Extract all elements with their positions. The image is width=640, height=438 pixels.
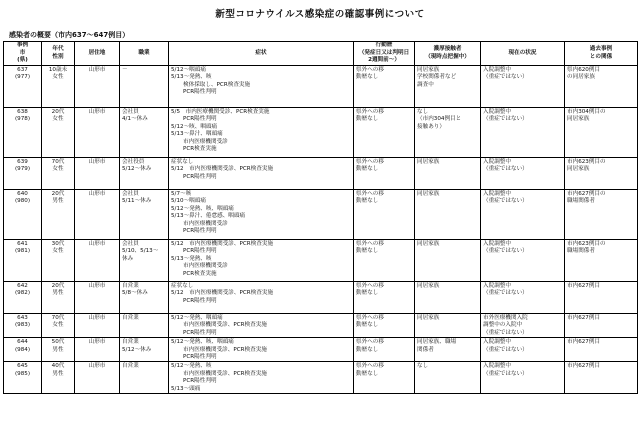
cell-status-line: （重症ではない） xyxy=(483,290,528,297)
cell-residence-line: 山形市 xyxy=(88,315,106,321)
cell-case-no-line: (983) xyxy=(14,322,31,329)
cell-movement xyxy=(354,66,415,108)
cell-relation-line: 市内627例目 xyxy=(567,363,601,370)
cell-contact-line: 接触あり） xyxy=(417,123,445,130)
cell-occupation xyxy=(120,108,169,158)
cell-movement-line: 県外への移 xyxy=(356,109,384,115)
cell-residence-line: 山形市 xyxy=(88,191,106,197)
cell-occupation-line: 5/8～休み xyxy=(122,290,148,297)
cell-symptoms xyxy=(169,108,354,158)
header-occupation xyxy=(120,42,169,66)
cell-movement-line: 県外への移 xyxy=(356,191,384,197)
cell-contact xyxy=(415,66,481,108)
cell-contact xyxy=(415,158,481,190)
cell-contact-line: 同居家族 xyxy=(417,191,440,197)
cell-relation xyxy=(565,240,638,282)
header-residence xyxy=(75,42,120,66)
cell-occupation xyxy=(120,314,169,338)
table-caption: 感染者の概要（市内637～647例目） xyxy=(9,31,130,39)
cell-case-no xyxy=(4,190,42,240)
header-row xyxy=(4,42,638,66)
cell-case-no xyxy=(4,338,42,362)
cell-status-line: （重症ではない） xyxy=(483,116,528,123)
cell-symptoms-line: 市内医療機関受診、PCR検査実施 xyxy=(183,322,267,329)
cell-relation-line: 同居家族 xyxy=(567,116,590,123)
cell-age-sex-line: 男性 xyxy=(52,370,64,377)
cell-movement-line: 県外への移 xyxy=(356,315,384,321)
cell-symptoms-line: 5/12 市内医療機関受診、PCR検査実施 xyxy=(171,290,274,297)
cell-status xyxy=(481,314,565,338)
cell-relation-line: 市内623例目の xyxy=(567,241,606,247)
cell-symptoms-line: PCR陽性判明 xyxy=(183,116,217,123)
cell-movement-line: 動歴なし xyxy=(356,248,379,255)
cell-symptoms-line: 5/13～鼻汁、倦怠感、咽頭痛 xyxy=(171,213,246,220)
header-movement xyxy=(354,42,415,66)
cell-case-no xyxy=(4,282,42,314)
cell-residence-line: 山形市 xyxy=(88,339,106,346)
cell-symptoms-line: 5/12～咽頭痛 xyxy=(171,67,206,73)
cell-residence xyxy=(75,338,120,362)
cell-contact-line: 同居家族 xyxy=(417,241,440,247)
cell-case-no xyxy=(4,314,42,338)
cell-age-sex-line: 20代 xyxy=(51,109,65,115)
cell-contact-line: なし xyxy=(417,109,429,115)
header-relation xyxy=(565,42,638,66)
cell-relation-line: 市内627例目 xyxy=(567,283,601,289)
cell-symptoms-line: 症状なし xyxy=(171,159,194,165)
header-label-line: 性別 xyxy=(52,53,64,60)
cell-movement xyxy=(354,282,415,314)
cell-occupation xyxy=(120,158,169,190)
cell-relation xyxy=(565,282,638,314)
cell-status xyxy=(481,240,565,282)
cell-age-sex-line: 女性 xyxy=(52,248,64,255)
cell-age-sex-line: 女性 xyxy=(52,74,64,81)
table-row xyxy=(4,190,638,240)
cell-case-no xyxy=(4,108,42,158)
cell-age-sex-line: 40代 xyxy=(51,363,65,370)
cell-relation xyxy=(565,158,638,190)
cell-occupation xyxy=(120,338,169,362)
cell-contact-line: 同居家族、職場 xyxy=(417,339,457,346)
cell-symptoms-line: PCR陽性判明 xyxy=(183,354,217,361)
cell-symptoms xyxy=(169,158,354,190)
cell-contact-line: 調査中 xyxy=(417,81,434,88)
cell-case-no-line: 638 xyxy=(17,109,28,115)
cell-movement xyxy=(354,190,415,240)
cell-relation xyxy=(565,314,638,338)
cell-status xyxy=(481,338,565,362)
header-label-line: 2週間前～） xyxy=(368,57,400,64)
cell-symptoms-line: 市内医療機関受診 xyxy=(183,263,228,270)
cell-status-line: 入院調整中 xyxy=(483,159,511,165)
header-label-line: (県) xyxy=(17,57,28,64)
cell-movement-line: 県外への移 xyxy=(356,283,384,289)
cell-occupation-line: 自営業 xyxy=(122,363,139,370)
cell-relation xyxy=(565,338,638,362)
cell-relation xyxy=(565,66,638,108)
header-contact xyxy=(415,42,481,66)
header-label-line: 居住地 xyxy=(88,49,106,56)
cell-status-line: （重症ではない） xyxy=(483,74,528,81)
cell-residence-line: 山形市 xyxy=(88,109,106,115)
cell-symptoms-line: PCR陽性判明 xyxy=(183,89,217,96)
cell-movement-line: 動歴なし xyxy=(356,290,379,297)
header-label-line: 職業 xyxy=(138,49,150,56)
cell-status-line: 市外医療機関入院 xyxy=(483,315,528,321)
cell-status-line: 入院調整中 xyxy=(483,241,511,247)
header-label-line: 濃厚接触者 xyxy=(433,46,462,53)
cell-case-no-line: (985) xyxy=(14,370,31,377)
table-row xyxy=(4,240,638,282)
cell-age-sex-line: 10歳未 xyxy=(48,67,68,73)
cell-symptoms-line: 5/12～発熱、咳 xyxy=(171,363,212,370)
cell-movement-line: 動歴なし xyxy=(356,370,379,377)
cell-symptoms-line: 5/12～咳、咽頭痛 xyxy=(171,123,218,130)
cell-status xyxy=(481,158,565,190)
cell-symptoms-line: 症状なし xyxy=(171,283,194,289)
cell-contact-line: （市内304例目と xyxy=(417,116,462,123)
cell-symptoms-line: 5/12～発熱、咳、咽頭痛 xyxy=(171,205,234,212)
cell-occupation-line: 会社員 xyxy=(122,109,139,115)
cell-age-sex xyxy=(42,108,75,158)
cell-case-no-line: (979) xyxy=(14,166,31,173)
header-label-line: 年代 xyxy=(52,46,64,53)
header-symptoms xyxy=(169,42,354,66)
table-row xyxy=(4,66,638,108)
cell-movement-line: 動歴なし xyxy=(356,116,379,123)
cell-status-line: 調整中の入院中 xyxy=(483,322,523,329)
cell-status xyxy=(481,282,565,314)
header-age-sex xyxy=(42,42,75,66)
cell-contact xyxy=(415,190,481,240)
cell-case-no-line: (982) xyxy=(14,290,31,297)
cell-age-sex xyxy=(42,66,75,108)
cell-residence xyxy=(75,282,120,314)
cell-relation xyxy=(565,108,638,158)
cell-relation-line: 市内627例目 xyxy=(567,339,601,346)
cell-relation-line: 市内627例目 xyxy=(567,315,601,321)
cell-status xyxy=(481,108,565,158)
document-title: 新型コロナウイルス感染症の確認事例について xyxy=(215,9,425,20)
cell-symptoms-line: PCR検査実施 xyxy=(183,146,217,153)
cell-contact xyxy=(415,338,481,362)
cell-occupation-line: 自営業 xyxy=(122,315,139,321)
cell-occupation-line: － xyxy=(122,67,128,73)
cell-symptoms-line: 市内医療機関受診、PCR検査実施 xyxy=(183,370,267,377)
cell-case-no-line: 641 xyxy=(17,241,28,247)
cell-contact-line: 同居家族 xyxy=(417,159,440,165)
cell-symptoms-line: 市内医療機関受診 xyxy=(183,220,228,227)
cell-occupation-line: 5/12～休み xyxy=(122,346,152,353)
cell-occupation xyxy=(120,66,169,108)
cell-contact-line: 関係者 xyxy=(417,346,434,353)
cell-symptoms-line: 5/13～鼻汁、咽頭痛 xyxy=(171,131,223,138)
cell-status-line: 入院調整中 xyxy=(483,363,511,370)
cell-contact xyxy=(415,314,481,338)
cell-residence xyxy=(75,108,120,158)
cell-age-sex-line: 30代 xyxy=(51,241,65,247)
cell-status-line: （重症ではない） xyxy=(483,198,528,205)
cell-residence-line: 山形市 xyxy=(88,363,106,370)
cell-residence-line: 山形市 xyxy=(88,241,106,247)
header-label-line: 過去事例 xyxy=(589,46,613,53)
cell-occupation-line: 5/11～休み xyxy=(122,198,152,205)
cell-case-no xyxy=(4,66,42,108)
cell-contact xyxy=(415,362,481,394)
cell-symptoms-line: PCR陽性判明 xyxy=(183,248,217,255)
cell-symptoms-line: 5/12～発熱、咽頭痛 xyxy=(171,315,223,321)
cell-symptoms-line: 市内医療機関受診、PCR検査実施 xyxy=(183,346,267,353)
cell-contact-line: なし xyxy=(417,363,429,370)
cell-symptoms xyxy=(169,66,354,108)
cell-case-no xyxy=(4,158,42,190)
cell-residence xyxy=(75,66,120,108)
cell-status-line: 入院調整中 xyxy=(483,339,511,346)
cell-relation-line: 県内620例目 xyxy=(567,67,601,73)
cell-relation-line: 職場関係者 xyxy=(567,248,595,255)
cell-occupation-line: 4/1～休み xyxy=(122,116,148,123)
cell-age-sex xyxy=(42,282,75,314)
table-row xyxy=(4,158,638,190)
cell-status xyxy=(481,66,565,108)
cell-status xyxy=(481,362,565,394)
cell-contact-line: 同居家族 xyxy=(417,67,440,73)
cell-status-line: （重症ではない） xyxy=(483,329,528,336)
cell-symptoms-line: PCR検査実施 xyxy=(183,270,217,277)
header-label-line: （発症日又は判明日 xyxy=(358,49,410,56)
cell-symptoms-line: 市内医療機関受診 xyxy=(183,138,228,145)
cell-symptoms-line: 5/13～発熱、咳 xyxy=(171,255,212,262)
cell-relation-line: の同居家族 xyxy=(567,74,595,81)
cell-status-line: 入院調整中 xyxy=(483,67,511,73)
cell-occupation-line: 会社員 xyxy=(122,191,139,197)
cell-movement-line: 動歴なし xyxy=(356,74,379,81)
cell-relation-line: 職場関係者 xyxy=(567,198,595,205)
cell-residence-line: 山形市 xyxy=(88,67,106,73)
cell-residence xyxy=(75,190,120,240)
cell-case-no-line: (977) xyxy=(14,74,31,81)
cell-status xyxy=(481,190,565,240)
cell-status-line: （重症ではない） xyxy=(483,248,528,255)
cell-symptoms xyxy=(169,190,354,240)
cell-movement-line: 県外への移 xyxy=(356,159,384,165)
header-case-no xyxy=(4,42,42,66)
cell-symptoms-line: PCR陽性判明 xyxy=(183,329,217,336)
cell-case-no xyxy=(4,240,42,282)
cell-symptoms-line: 5/12～発熱、咳、咽頭痛 xyxy=(171,339,234,346)
cell-symptoms xyxy=(169,362,354,394)
cell-symptoms-line: 5/12 市内医療機関受診、PCR検査実施 xyxy=(171,166,274,173)
cell-occupation-line: 自営業 xyxy=(122,339,139,346)
cell-residence xyxy=(75,158,120,190)
cell-movement xyxy=(354,240,415,282)
cell-age-sex-line: 女性 xyxy=(52,116,64,123)
cell-status-line: （重症ではない） xyxy=(483,370,528,377)
table-row xyxy=(4,362,638,394)
cell-age-sex-line: 70代 xyxy=(51,315,65,321)
cell-status-line: 入院調整中 xyxy=(483,191,511,197)
cell-occupation xyxy=(120,362,169,394)
cell-symptoms-line: 5/13～発熱、咳 xyxy=(171,74,212,81)
cell-status-line: （重症ではない） xyxy=(483,166,528,173)
cell-symptoms xyxy=(169,282,354,314)
cell-age-sex xyxy=(42,314,75,338)
table-row xyxy=(4,108,638,158)
cell-status-line: 入院調整中 xyxy=(483,283,511,289)
cell-age-sex xyxy=(42,190,75,240)
cell-occupation-line: 会社員 xyxy=(122,241,139,247)
cell-residence-line: 山形市 xyxy=(88,159,106,165)
cell-contact xyxy=(415,282,481,314)
cell-symptoms-line: 5/5 市内医療機関受診、PCR検査実施 xyxy=(171,109,270,115)
cell-case-no-line: (978) xyxy=(14,116,31,123)
cell-case-no-line: (984) xyxy=(14,346,31,353)
cell-movement-line: 動歴なし xyxy=(356,166,379,173)
cell-occupation xyxy=(120,282,169,314)
cell-case-no-line: (981) xyxy=(14,248,31,255)
cell-contact-line: 同居家族 xyxy=(417,283,440,289)
cell-symptoms-line: 5/7～咳 xyxy=(171,191,192,197)
cell-age-sex xyxy=(42,362,75,394)
cell-movement-line: 県外への移 xyxy=(356,363,384,370)
cell-relation-line: 同居家族 xyxy=(567,166,590,173)
cell-age-sex xyxy=(42,338,75,362)
cell-movement-line: 県外への移 xyxy=(356,241,384,247)
cell-case-no-line: 644 xyxy=(17,339,28,346)
cell-occupation-line: 会社役員 xyxy=(122,159,145,165)
cell-age-sex-line: 70代 xyxy=(51,159,65,165)
cell-symptoms-line: PCR陽性判明 xyxy=(183,378,217,385)
cell-relation xyxy=(565,190,638,240)
cell-age-sex-line: 女性 xyxy=(52,166,64,173)
header-label-line: 症状 xyxy=(255,49,267,56)
cell-contact-line: 同居家族 xyxy=(417,315,440,321)
cell-case-no-line: 643 xyxy=(17,315,28,321)
cell-movement-line: 動歴なし xyxy=(356,322,379,329)
cell-symptoms-line: 5/13～頭痛 xyxy=(171,385,201,392)
header-label-line: との関係 xyxy=(589,53,613,60)
cell-age-sex xyxy=(42,158,75,190)
cell-symptoms-line: 5/12 市内医療機関受診、PCR検査実施 xyxy=(171,241,274,247)
cell-movement-line: 動歴なし xyxy=(356,198,379,205)
cell-movement xyxy=(354,314,415,338)
table-row xyxy=(4,314,638,338)
cell-movement xyxy=(354,362,415,394)
cell-age-sex-line: 男性 xyxy=(52,198,64,205)
header-label-line: 市 xyxy=(19,49,26,56)
cell-movement xyxy=(354,338,415,362)
cell-relation-line: 市内304例目の xyxy=(567,109,606,115)
cell-relation-line: 市内627例目の xyxy=(567,191,606,197)
case-table xyxy=(3,41,638,394)
cell-symptoms-line: 5/10～咽頭痛 xyxy=(171,198,206,205)
cell-movement-line: 動歴なし xyxy=(356,346,379,353)
cell-status-line: （重症ではない） xyxy=(483,346,528,353)
header-label-line: 行動歴 xyxy=(375,42,393,49)
cell-symptoms xyxy=(169,314,354,338)
cell-residence xyxy=(75,314,120,338)
cell-status-line: 入院調整中 xyxy=(483,109,511,115)
cell-movement-line: 県外への移 xyxy=(356,339,384,346)
cell-case-no-line: 639 xyxy=(17,159,28,165)
cell-case-no xyxy=(4,362,42,394)
cell-case-no-line: 637 xyxy=(17,67,28,73)
cell-residence xyxy=(75,362,120,394)
cell-movement-line: 県外への移 xyxy=(356,67,384,73)
cell-contact xyxy=(415,108,481,158)
cell-occupation xyxy=(120,240,169,282)
cell-symptoms-line: PCR陽性判明 xyxy=(183,297,217,304)
cell-age-sex xyxy=(42,240,75,282)
cell-movement xyxy=(354,158,415,190)
cell-residence xyxy=(75,240,120,282)
header-label-line: （現時点把握中） xyxy=(425,53,470,60)
cell-symptoms-line: PCR陽性判明 xyxy=(183,228,217,235)
cell-symptoms xyxy=(169,338,354,362)
cell-case-no-line: (980) xyxy=(14,198,31,205)
cell-occupation-line: 休み xyxy=(122,255,134,262)
cell-symptoms-line: 検体採取し、PCR検査実施 xyxy=(183,81,251,88)
table-row xyxy=(4,282,638,314)
cell-contact-line: 学校関係者など xyxy=(417,74,457,81)
cell-age-sex-line: 男性 xyxy=(52,346,64,353)
cell-occupation-line: 5/10、5/13～ xyxy=(122,248,159,255)
cell-relation xyxy=(565,362,638,394)
cell-contact xyxy=(415,240,481,282)
cell-occupation xyxy=(120,190,169,240)
cell-symptoms-line: PCR陽性判明 xyxy=(183,173,217,180)
cell-age-sex-line: 20代 xyxy=(51,283,65,289)
cell-age-sex-line: 20代 xyxy=(51,191,65,197)
header-status xyxy=(481,42,565,66)
cell-case-no-line: 642 xyxy=(17,283,28,289)
cell-symptoms xyxy=(169,240,354,282)
cell-occupation-line: 5/12～休み xyxy=(122,166,152,173)
header-label-line: 事例 xyxy=(16,42,29,49)
table-row xyxy=(4,338,638,362)
cell-relation-line: 市内623例目の xyxy=(567,159,606,165)
cell-residence-line: 山形市 xyxy=(88,283,106,289)
cell-age-sex-line: 女性 xyxy=(52,322,64,329)
cell-case-no-line: 640 xyxy=(17,191,28,197)
cell-case-no-line: 645 xyxy=(17,363,28,370)
cell-movement xyxy=(354,108,415,158)
cell-age-sex-line: 男性 xyxy=(52,290,64,297)
header-label-line: 現在の状況 xyxy=(508,49,537,56)
cell-age-sex-line: 50代 xyxy=(51,339,65,346)
cell-occupation-line: 自営業 xyxy=(122,283,139,289)
